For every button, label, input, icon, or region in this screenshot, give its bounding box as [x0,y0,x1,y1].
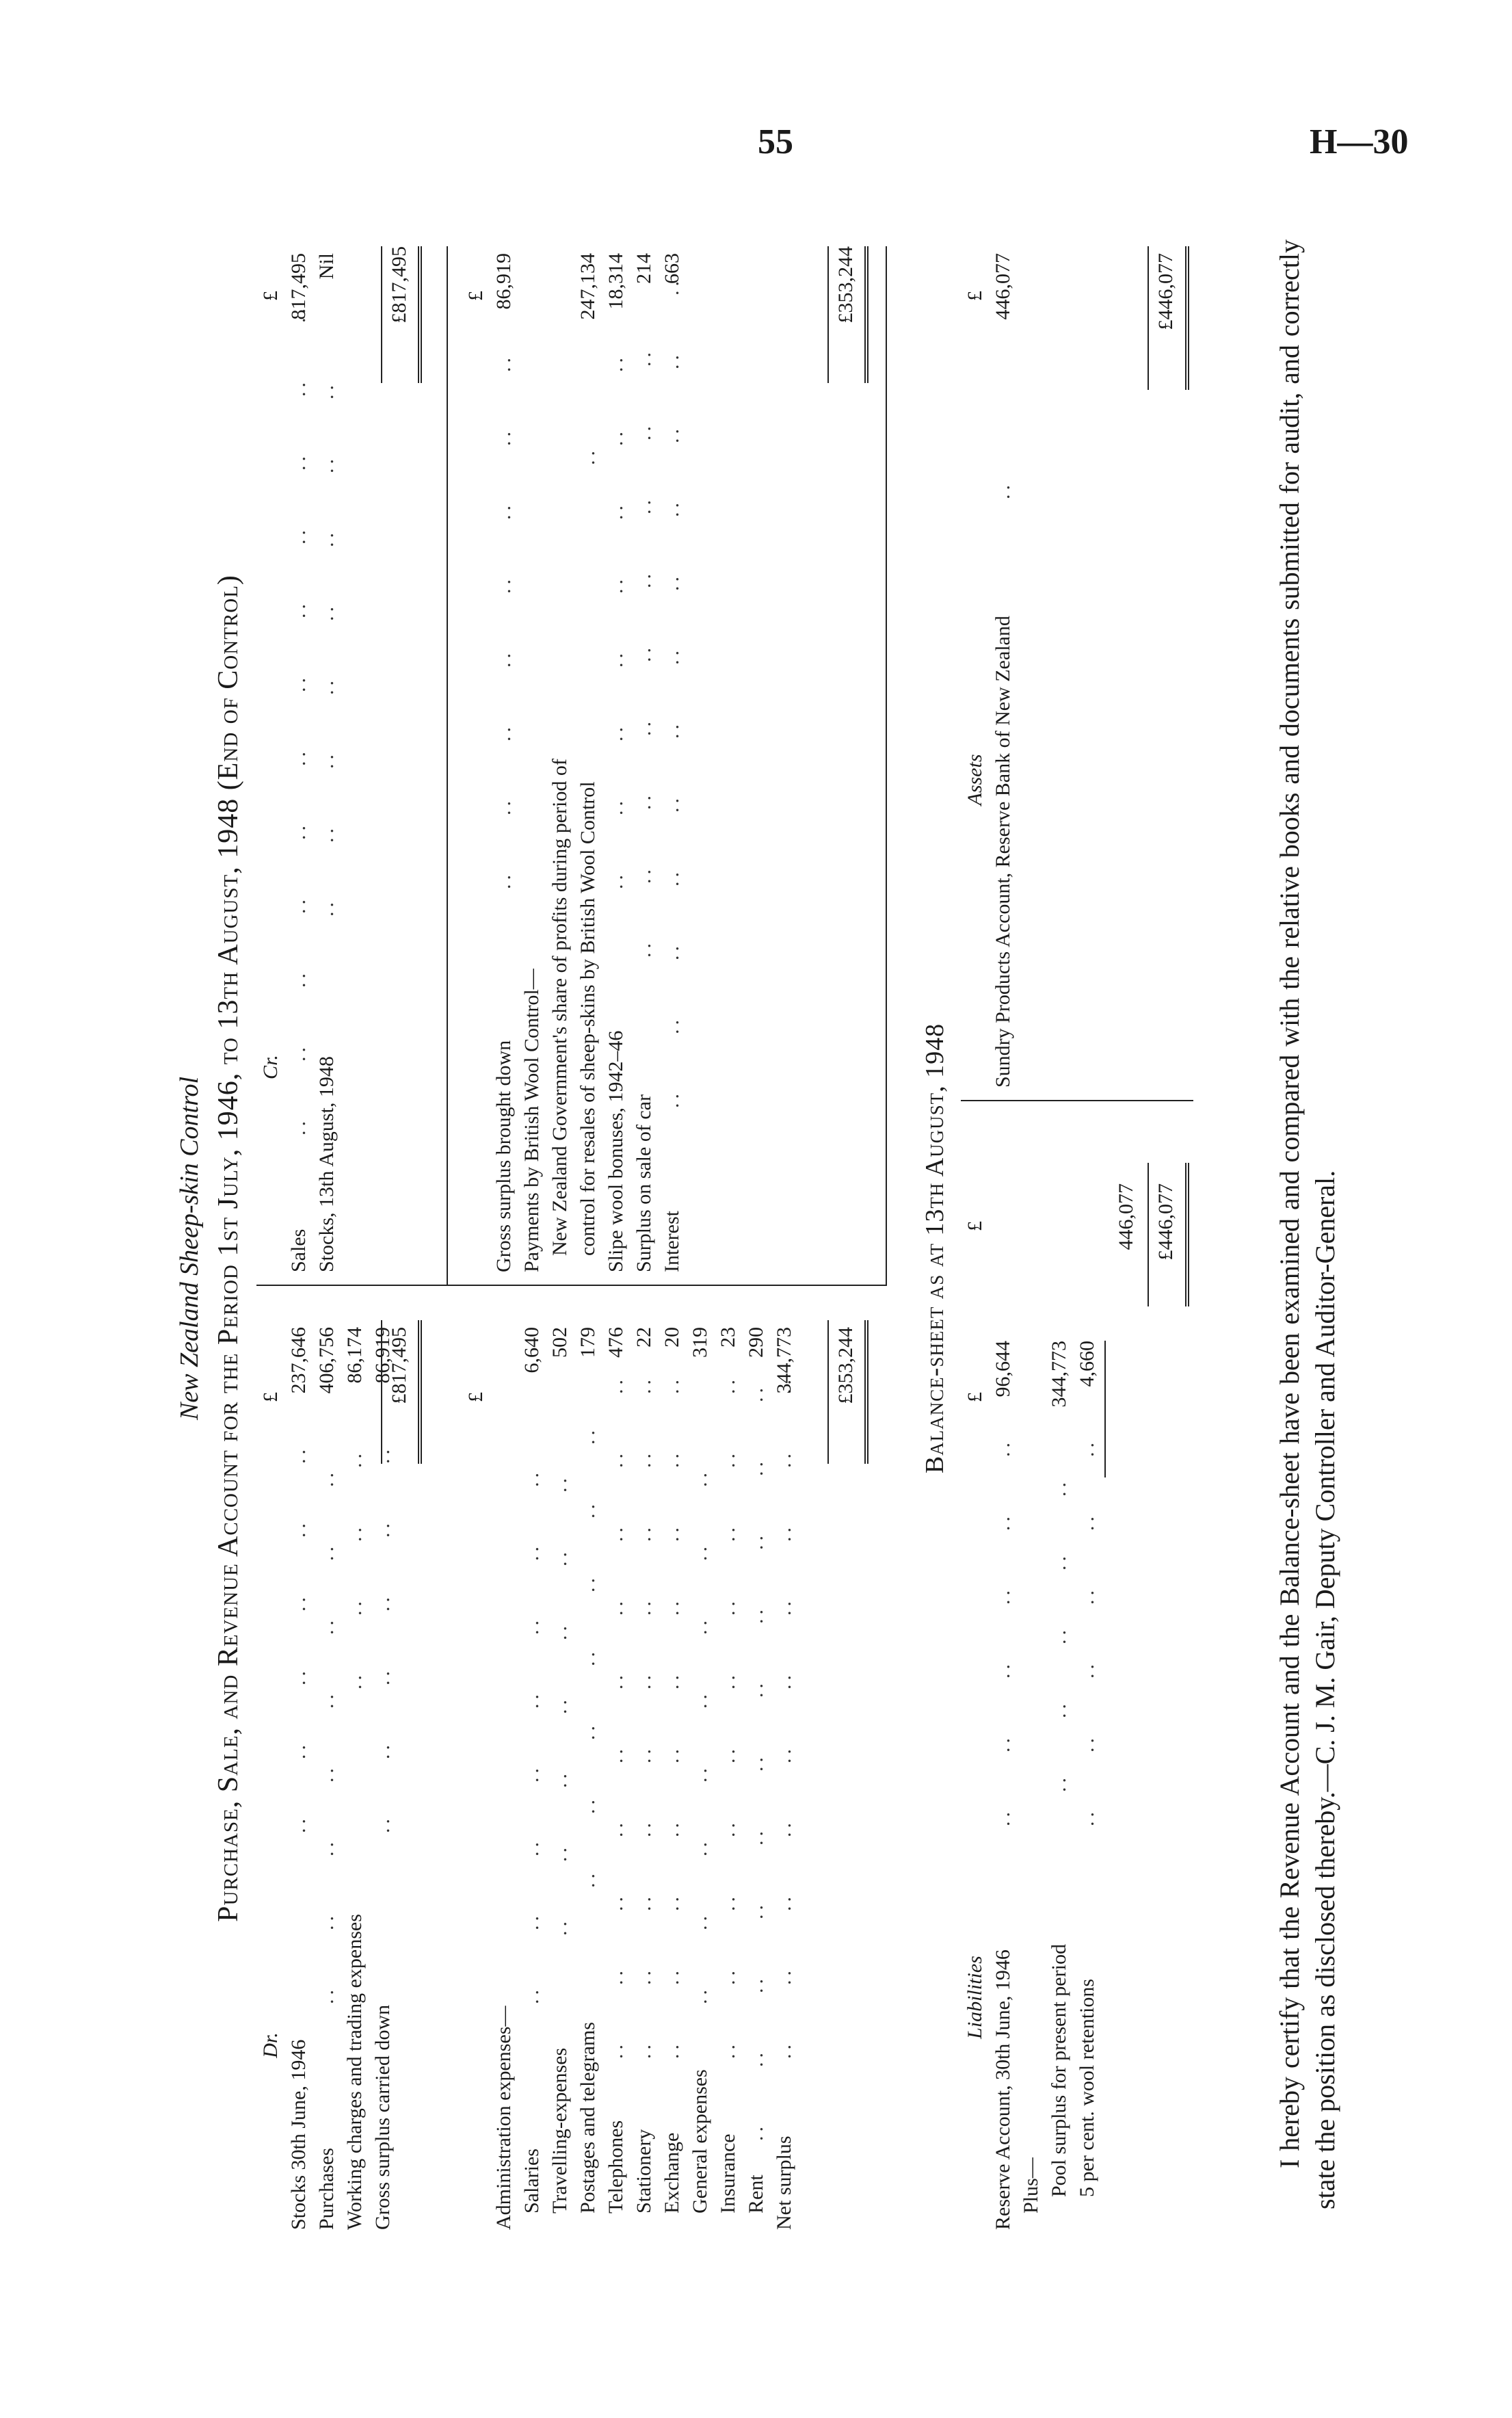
control-title: New Zealand Sheep-skin Control [175,1076,204,1421]
nz-share-line-2: control for resales of sheep-skins by British Wool Control [576,781,599,1256]
wool-row: 5 per cent. wool retentions .. .. .. .. .. .. 4,660 [1076,1341,1098,2197]
dr-trading-rule [381,1320,382,1464]
balance-title: Balance-sheet as at 13th August, 1948 [920,1023,949,1474]
interest-row: Interest .. .. .. .. .. .. .. .. .. .. .. .. 663 [661,253,683,1272]
cr-admin-total: £353,244 [834,246,857,324]
cr-column: Cr. £ Sales .. .. .. .. .. .. .. .. .. .. .. .. 817,495 Stocks, 13th August, 1948 .. .. .. .. .. .. .. .. Nil [256,246,341,1272]
balance-divider [961,1100,1193,1101]
admin-row: Salaries .. .. .. .. .. .. .. .. 6,640 [520,1327,543,2213]
assets-heading: Assets [964,754,986,806]
admin-row: General expenses .. .. .. .. .. .. .. .. 319 [689,1327,711,2213]
cr-trading-row: Stocks, 13th August, 1948 .. .. .. .. .. .. .. .. Nil [315,253,338,1272]
account-bottom-rule [886,246,887,1286]
dr-column [256,1286,397,2230]
signature: —C. J. M. Gair, Deputy Controller and Auditor-General. [1310,1170,1340,1792]
dr-heading: Dr. [259,2032,282,2058]
account-divider [256,1285,886,1286]
dr-admin-rule [827,1320,829,1464]
dr-trading-row: Gross surplus carried down .. .. .. .. .. .. 86,919 [371,1327,394,2230]
reserve-row: Reserve Account, 30th June, 1946 .. .. .. .. .. .. 96,644 [992,1341,1014,2230]
sundry-row: Sundry Products Account, Reserve Bank of New Zealand .. 446,077 [992,253,1014,1088]
certificate-text: I hereby certify that the Revenue Account and the Balance-sheet have been examined and compared with the relative books and documents submitted for audit, and correctly state the position as disclosed thereby. [1274,239,1340,2209]
cr-trading-double-rule [418,246,422,383]
admin-row: Stationery .. .. .. .. .. .. .. .. .. .. 22 [633,1327,655,2213]
dr-admin-column: £ Administration expenses— Salaries .. .. .. .. .. .. .. .. 6,640 Travelling-expenses .. .. .. .. .. .. .. 502 Postages and telegrams .. .. .. .. .. .. .. 179 Telephones .. .. .. .. .. .. .. .. .. .. 476 Stationery .. .. .. .. .. .. .. .. .. .. 22 Exchange .. .. .. .. .. .. .. .. .. .. 20 General expenses .. .. .. .. .. .. .. .. 319 Insurance .. .. .. .. .. .. .. .. .. .. 23 Rent .. .. .. .. .. .. .. .. .. .. .. 290 Net surplus .. .. .. .. .. .. .. .. .. .. 344,773 [462,1286,798,2230]
rotated-page [174,205,1405,2257]
cr-trading-total: £817,495 [388,246,410,324]
admin-row: Insurance .. .. .. .. .. .. .. .. .. .. 23 [717,1327,739,2213]
liabilities-total-rule [1148,1163,1149,1306]
cr-admin-double-rule [864,246,868,383]
cr-trading-divider [447,246,448,1286]
admin-row: Exchange .. .. .. .. .. .. .. .. .. .. 20 [661,1327,683,2213]
cr-trading-rule [381,246,382,383]
surplus-car-row: Surplus on sale of car .. .. .. .. .. .. .. .. .. 214 [633,253,655,1272]
dr-currency: £ [259,1392,282,1402]
document-code: H—30 [1310,122,1409,161]
cr-admin-column: £ Gross surplus brought down .. .. .. .. .. .. .. .. 86,919 Payments by British Wool Control— New Zealand Government's share of profits during period of control for resales of sheep-skins by British Wool Control .. 247,134 Slipe wool bonuses, 1942–46 .. .. .. .. .. .. .. .. 18,314 Surplus on sale of car .. .. .. .. .. .. .. .. .. 214 Interest .. .. .. .. .. .. .. .. .. .. .. .. 663 [462,246,686,1272]
assets-double-rule [1185,246,1189,390]
account-title: Purchase, Sale, and Revenue Account for the Period 1st July, 1946, to 13th August, 1948 (End of Control) [213,575,244,1922]
page-number: 55 [758,122,793,161]
liabilities-double-rule [1185,1163,1189,1306]
assets-total: £446,077 [1154,253,1177,330]
dr-trading-row: Stocks 30th June, 1946 .. .. .. .. .. .. 237,646 [287,1327,310,2230]
payments-heading: Payments by British Wool Control— [520,969,543,1272]
dr-admin-double-rule [864,1320,868,1464]
liabilities-column: Liabilities £ £ Reserve Account, 30th June, 1946 .. .. .. .. .. .. 96,644 Plus— Pool surplus for present period .. .. .. .. .. 344,773 5 per cent. wool retentions .. .. .. .. .. .. 4,660 [961,1108,1101,2230]
cr-trading-row: Sales .. .. .. .. .. .. .. .. .. .. .. .. 817,495 [287,253,310,1272]
nz-share-row: control for resales of sheep-skins by British Wool Control .. 247,134 [574,246,602,1272]
dr-trading-total: £817,495 [388,1327,410,1404]
nz-share-line-1: New Zealand Government's share of profits during period of [548,759,571,1256]
gross-brought-down-row: Gross surplus brought down .. .. .. .. .. .. .. .. 86,919 [492,253,515,1272]
dr-admin-total: £353,244 [834,1327,857,1404]
plus-label: Plus— [1020,2157,1042,2213]
cr-heading: Cr. [259,1055,282,1079]
pool-row: Pool surplus for present period .. .. .. .. .. 344,773 [1048,1341,1070,2197]
admin-row: Travelling-expenses .. .. .. .. .. .. .. 502 [548,1327,571,2213]
admin-row: Rent .. .. .. .. .. .. .. .. .. .. .. 290 [745,1327,767,2213]
slipe-row: Slipe wool bonuses, 1942–46 .. .. .. .. .. .. .. .. 18,314 [605,253,627,1272]
assets-total-rule [1148,246,1149,390]
admin-heading: Administration expenses— [492,2006,515,2230]
net-surplus-row: Net surplus .. .. .. .. .. .. .. .. .. .. 344,773 [773,1327,795,2230]
admin-row: Telephones .. .. .. .. .. .. .. .. .. .. 476 [605,1327,627,2213]
dr-trading-row: Purchases .. .. .. .. .. .. .. .. 406,756 [315,1327,338,2230]
liabilities-subtotal: 446,077 [1115,1183,1137,1250]
cr-admin-rule [827,246,829,383]
admin-row: Postages and telegrams .. .. .. .. .. .. .. 179 [576,1327,599,2213]
liabilities-total: £446,077 [1154,1183,1177,1261]
liabilities-subtotal-rule [1104,1341,1106,1477]
dr-trading-row: Working charges and trading expenses .. .. .. .. 86,174 [343,1327,366,2230]
assets-column: Assets £ Sundry Products Account, Reserve Bank of New Zealand .. 446,077 [961,246,1017,1088]
dr-trading-double-rule [418,1320,422,1464]
audit-certificate [1272,239,1343,2209]
liabilities-heading: Liabilities [964,1956,986,2039]
